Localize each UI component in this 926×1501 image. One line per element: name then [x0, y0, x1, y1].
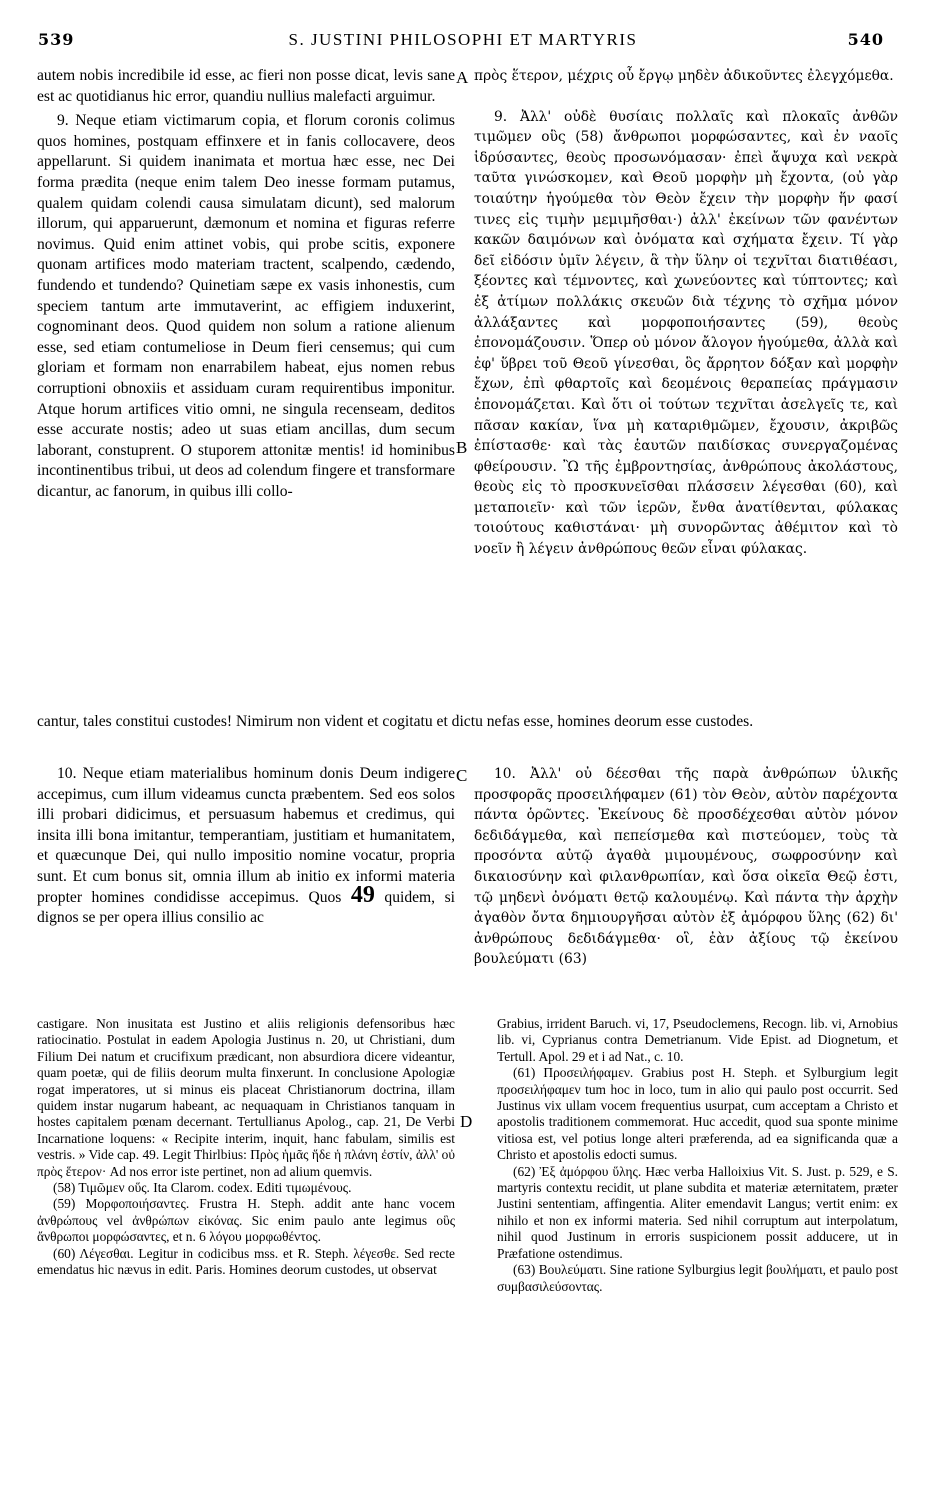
footnote-continuation: castigare. Non inusitata est Justino et aliis religionis defensoribus hæc ratiocinatio. Postulat in eadem Apologia Justinus n. 20, ut Christiani, dum Filium Dei natum et crucifixum prædicant, non absurdiora dicere videantur, quam poetæ, qui de filiis deorum multa finxerunt. In conclusione Apologiæ rogat imperatores, ut si minus eis placeat Christianorum doctrina, illam quidem instar nugarum habeant, ac nequaquam in Christianos tanquam in hostes capitalem pœnam decernant. Tertullianus Apolog., cap. 21, De Verbi Incarnatione loquens: « Recipite interim, inquit, hanc fabulam, similis est vestris. » Vide cap. 49. Legit Thirlbius: Πρὸς ἡμᾶς ἥδε ἡ πλάνη ἐστίν, ἀλλ' οὐ πρὸς ἕτερον· Ad nos error iste pertinet, non ad alium quemvis. — [37, 1016, 455, 1179]
footnote-61: (61) Προσειλήφαμεν. Grabius post H. Steph. et Sylburgium legit προσειλήφαμεν tum hoc in loco, tum in alio qui paulo post occurrit. Sed Justinus vix ullam vocem frequentius usurpat, cum acceptam a Christo et apostolis traditionem commemorat. Huc accedit, quod sua sponte minime vitiosa est, vel potius longe alteri præferenda, ad ea significanda quæ a Christo et apostolis edocti sumus. — [497, 1065, 898, 1163]
full-width-line: cantur, tales constitui custodes! Nimirum non vident et cogitatu et dictu nefas esse, homines deorum esse custodes. — [37, 713, 754, 730]
greek-paragraph-10: 10. Ἀλλ' οὐ δέεσθαι τῆς παρὰ ἀνθρώπων ὑλικῆς προσφορᾶς προσειλήφαμεν (61) τὸν Θεὸν, αὐτὸν παρέχοντα πάντα ὁρῶντες. Ἐκείνους δὲ προσδέχεσθαι αὐτὸν μόνον δεδιδάγμεθα, καὶ πεπείσμεθα καὶ πιστεύομεν, τοὺς τὰ προσόντα αὐτῷ ἀγαθὰ μιμουμένους, σωφροσύνην καὶ δικαιοσύνην καὶ φιλανθρωπίαν, καὶ ὅσα οἰκεῖα Θεῷ ἐστι, τῷ μηδενὶ ὀνόματι θετῷ καλουμένῳ. Καὶ πάντα τὴν ἀρχὴν ἀγαθὸν ὄντα δημιουργῆσαι αὐτὸν ἐξ ἀμόρφου ὕλης (62) δι' ἀνθρώπους δεδιδάγμεθα· οἳ, ἐὰν ἀξίους τῷ ἐκείνου βουλεύματι (63) — [474, 766, 898, 968]
margin-marker-c: C — [456, 766, 468, 785]
latin-column-upper — [37, 66, 455, 502]
margin-marker-b: B — [456, 438, 468, 457]
footnote-62: (62) Ἐξ ἀμόρφου ὕλης. Hæc verba Halloixius Vit. S. Just. p. 529, e S. martyris contextu recidit, ut plane subdita et materiæ æternitatem, præter Justini sententiam, affingentia. Aliter emendavit Langus; vertit enim: ex nihilo et non ex informi materia. Sed nihil corruptum aut interpolatum, nihil quod Justinum in erroris suspicionem possit adducere, ut in Præfatione ostendimus. — [497, 1163, 898, 1261]
latin-column-lower — [37, 764, 455, 929]
latin-paragraph-9: 9. Neque etiam victimarum copia, et florum coronis colimus quos homines, postquam effinxere et in fanis collocavere, deos appellarunt. Si quidem inanimata et mortua hæc esse, nec Dei forma prædita (neque enim talem Deo inesse formam putamus, qualem quidam colendi causa simulatam dicunt), sed malorum illorum, qui apparuerunt, dæmonum et nomina et figuras referre novimus. Quid enim attinet vobis, qui probe scitis, exponere quonam artifices modo materiam tractent, scalpendo, cædendo, fundendo et tundendo? Quinetiam sæpe ex vasis inhonestis, cum speciem tantum arte immutaverint, ac effigiem induxerint, cognominant deos. Quod quidem non solum a ratione alienum esse, sed etiam contumeliose in Deum fieri censemus; qui cum gloriam et formam non enarrabilem habeat, ejus nomen rebus corruptioni obnoxiis et assiduam curam requirentibus imponitur. Atque horum artifices vitio omni, ne singula recenseam, deditos esse accurate nostis; adeo ut suas etiam ancillas, dum secum laborant, constuprent. O stuporem attonitæ mentis! id hominibus incontinentibus tribui, ut deos ad colendum fingere et transformare dicantur, ac fanorum, in quibus illi collo- — [37, 112, 455, 500]
footnote-60: (60) Λέγεσθαι. Legitur in codicibus mss. et R. Steph. λέγεσθε. Sed recte emendatus hic nævus in edit. Paris. Homines deorum custodes, ut observat — [37, 1245, 455, 1278]
page-header — [0, 0, 926, 66]
folio-number: 49 — [350, 881, 375, 908]
footnote-continuation-right: Grabius, irrident Baruch. vi, 17, Pseudoclemens, Recogn. lib. vi, Arnobius lib. vi, Cyprianus contra Demetrianum. Vide Epist. ad Diognetum, et Tertull. Apol. 29 et i ad Nat., c. 10. — [497, 1016, 898, 1064]
latin-paragraph-10 — [37, 764, 455, 929]
greek-column-upper — [474, 66, 898, 560]
footnote-58: (58) Τιμῶμεν οὕς. Ita Clarom. codex. Editi τιμωμένους. — [53, 1180, 352, 1196]
page-number-left: 539 — [38, 30, 75, 49]
running-title: S. JUSTINI PHILOSOPHI ET MARTYRIS — [288, 30, 638, 49]
greek-paragraph-intro: πρὸς ἕτερον, μέχρις οὗ ἔργῳ μηδὲν ἀδικοῦντες ἐλεγχόμεθα. — [474, 68, 894, 84]
greek-paragraph-9: 9. Ἀλλ' οὐδὲ θυσίαις πολλαῖς καὶ πλοκαῖς ἀνθῶν τιμῶμεν οὓς (58) ἄνθρωποι μορφώσαντες, καὶ ἐν ναοῖς ἱδρύσαντες, θεοὺς προσωνόμασαν· ἐπεὶ ἄψυχα καὶ νεκρὰ ταῦτα γινώσκομεν, καὶ Θεοῦ μορφὴν μὴ ἔχοντα, (οὐ γὰρ τοιαύτην ἡγούμεθα τὸν Θεὸν ἔχειν τὴν μορφὴν ἥν φασί τινες εἰς τιμὴν μεμιμῆσθαι·) ἀλλ' ἐκείνων τῶν φανέντων κακῶν δαιμόνων καὶ ὀνόματα καὶ σχήματα ἔχειν. Τί γὰρ δεῖ εἰδόσιν ὑμῖν λέγειν, ἃ τὴν ὕλην οἱ τεχνῖται διατιθέασι, ξέοντες καὶ τέμνοντες, καὶ χωνεύοντες καὶ τύπτοντες; καὶ ἐξ ἀτίμων πολλάκις σκευῶν διὰ τέχνης τὸ σχῆμα μόνον ἀλλάξαντες καὶ μορφοποιήσαντες (59), θεοὺς ἐπονομάζουσιν. Ὅπερ οὐ μόνον ἄλογον ἡγούμεθα, ἀλλὰ καὶ ἐφ' ὕβρει τοῦ Θεοῦ γίνεσθαι, ὃς ἄρρητον δόξαν καὶ μορφὴν ἔχων, ἐπὶ φθαρτοῖς καὶ δεομένοις θεραπείας πράγμασιν ἐπονομάζεται. Καὶ ὅτι οἱ τούτων τεχνῖται ἀσελγεῖς τε, καὶ πᾶσαν κακίαν, ἵνα μὴ καταριθμῶμεν, ἔχουσιν, ἀκριβῶς ἐπίστασθε· καὶ τὰς ἑαυτῶν παιδίσκας συνεργαζομένας φθείρουσιν. Ὢ τῆς ἐμβροντησίας, ἀνθρώπους ἀκολάστους, θεοὺς εἰς τὸ προσκυνεῖσθαι πλάσσειν λέγεσθαι (60), καὶ μεταποιεῖν· καὶ τῶν ἱερῶν, ἔνθα ἀνατίθενται, φύλακας τοιούτους καθιστάναι· μὴ συνορῶντας ἀθέμιτον καὶ τὸ νοεῖν ἢ λέγειν ἀνθρώπους θεῶν εἶναι φύλακας. — [474, 108, 898, 558]
footnote-59: (59) Μορφοποιήσαντες. Frustra H. Steph. addit ante hanc vocem ἀνθρώπους vel ἀνθρώπων εἰκόνας. Sic enim paulo ante legimus οὓς ἄνθρωποι μορφώσαντες, et n. 6 λόγου μορφωθέντος. — [37, 1196, 455, 1245]
latin-paragraph-10-end: quidem, si dignos se per opera illius consilio ac — [37, 888, 455, 927]
footnotes-left — [37, 1016, 455, 1279]
footnotes-right — [497, 1016, 898, 1295]
margin-marker-a: A — [456, 68, 469, 87]
greek-column-lower — [474, 764, 898, 970]
page-number-right: 540 — [847, 30, 884, 49]
latin-paragraph-intro: autem nobis incredibile id esse, ac fieri non posse dicat, levis sane est ac quotidianus hic error, quandiu nullius malefacti arguimur. — [37, 67, 455, 105]
margin-marker-d: D — [460, 1112, 473, 1131]
footnote-63: (63) Βουλεύματι. Sine ratione Sylburgius legit βουλήματι, et paulo post συμβασιλεύσοντας. — [497, 1262, 898, 1294]
latin-paragraph-10-text: 10. Neque etiam materialibus hominum donis Deum indigere accepimus, cum illum videamus cuncta præbentem. Sed eos solos illi probari didicimus, et persuasum habemus et credimus, qui insita illi bona imitantur, temperantiam, justitiam et humanitatem, et quæcunque Dei, qui nullo impositio nomine vocatur, propria sunt. Et cum bonus sit, omnia illum ab initio ex informi materia propter homines condidisse accepimus. Quos — [37, 765, 455, 906]
